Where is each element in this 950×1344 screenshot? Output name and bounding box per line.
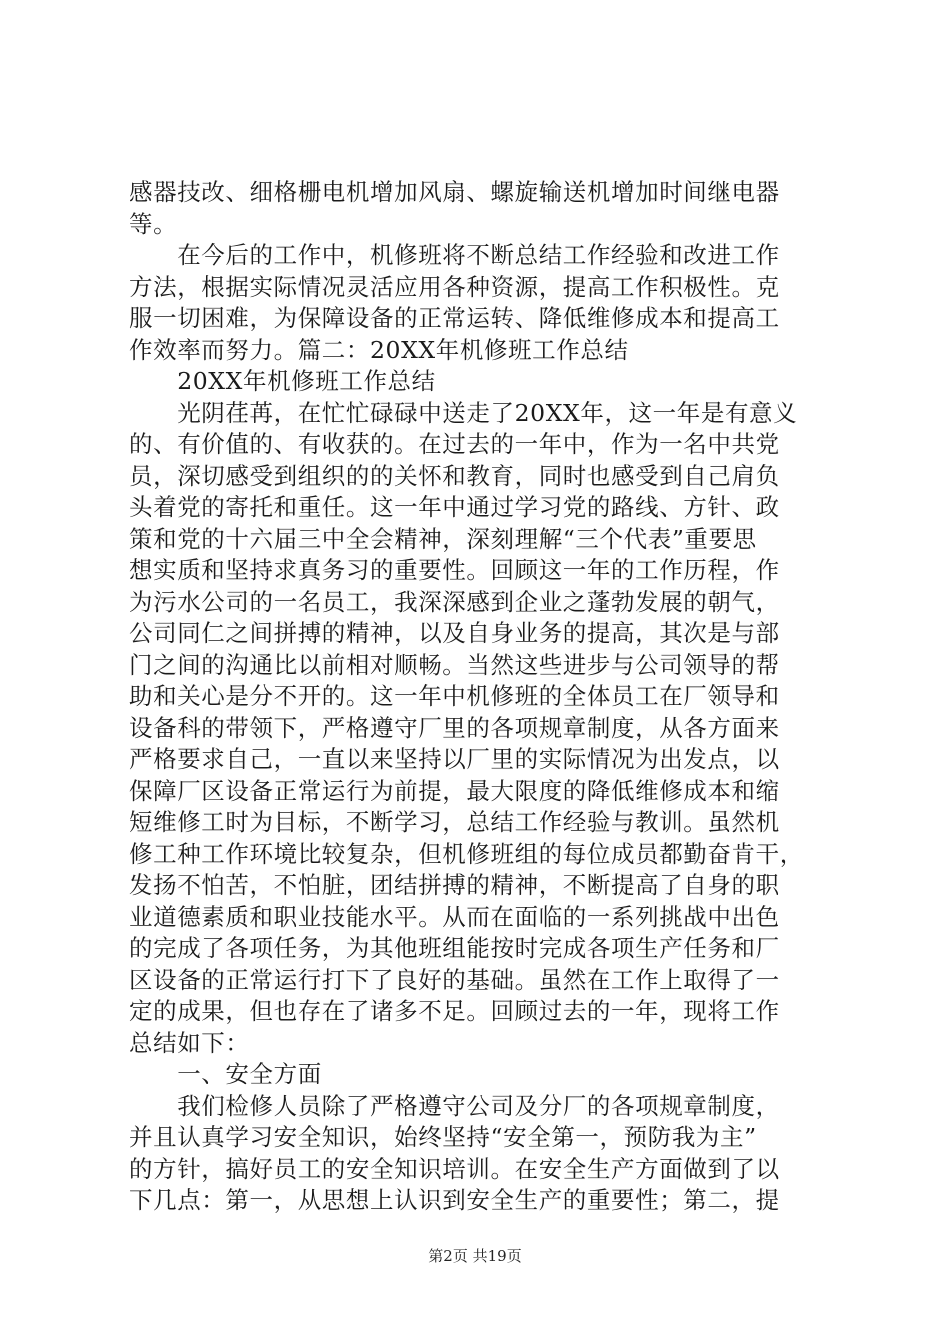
text-line: 等。 [129, 209, 178, 238]
page-footer: 第2页 共19页 [428, 1247, 522, 1265]
text-line: 我们检修人员除了严格遵守公司及分厂的各项规章制度， [129, 1091, 780, 1120]
text-line: 区设备的正常运行打下了良好的基础。虽然在工作上取得了一 [129, 965, 780, 994]
text-line: 20XX年机修班工作总结 [129, 367, 436, 395]
text-line: 作效率而努力。篇二：20XX年机修班工作总结 [129, 335, 629, 364]
text-line: 服一切困难，为保障设备的正常运转、降低维修成本和提高工 [129, 304, 780, 332]
text-line: 光阴荏苒，在忙忙碌碌中送走了20XX年，这一年是有意义 [129, 398, 798, 427]
text-line: 员，深切感受到组织的的关怀和教育，同时也感受到自己肩负 [129, 461, 780, 490]
text-line: 感器技改、细格栅电机增加风扇、螺旋输送机增加时间继电器 [129, 178, 780, 206]
text-line: 发扬不怕苦，不怕脏，团结拼搏的精神，不断提高了自身的职 [129, 871, 780, 899]
text-line: 公司同仁之间拼搏的精神，以及自身业务的提高，其次是与部 [129, 619, 780, 647]
text-line: 助和关心是分不开的。这一年中机修班的全体员工在厂领导和 [129, 682, 780, 710]
text-line: 下几点：第一，从思想上认识到安全生产的重要性；第二，提 [129, 1186, 780, 1214]
text-line: 定的成果，但也存在了诸多不足。回顾过去的一年，现将工作 [129, 997, 780, 1025]
text-line: 一、安全方面 [129, 1060, 322, 1088]
text-line: 门之间的沟通比以前相对顺畅。当然这些进步与公司领导的帮 [129, 650, 780, 679]
text-line: 策和党的十六届三中全会精神，深刻理解“三个代表”重要思 [129, 524, 757, 553]
text-line: 头着党的寄托和重任。这一年中通过学习党的路线、方针、政 [129, 493, 780, 521]
text-line: 想实质和坚持求真务习的重要性。回顾这一年的工作历程，作 [129, 556, 780, 584]
text-line: 的完成了各项任务，为其他班组能按时完成各项生产任务和厂 [129, 934, 780, 962]
text-line: 在今后的工作中，机修班将不断总结工作经验和改进工作 [129, 241, 780, 269]
text-line: 短维修工时为目标，不断学习，总结工作经验与教训。虽然机 [129, 808, 780, 836]
text-line: 的方针，搞好员工的安全知识培训。在安全生产方面做到了以 [129, 1154, 780, 1183]
document-body [129, 177, 839, 1217]
text-line: 保障厂区设备正常运行为前提，最大限度的降低维修成本和缩 [129, 776, 780, 805]
text-line: 总结如下： [129, 1028, 250, 1057]
text-line: 的、有价值的、有收获的。在过去的一年中，作为一名中共党 [129, 430, 780, 458]
text-line: 并且认真学习安全知识，始终坚持“安全第一，预防我为主” [129, 1123, 757, 1151]
text-line: 方法，根据实际情况灵活应用各种资源，提高工作积极性。克 [129, 272, 780, 301]
text-line: 修工种工作环境比较复杂，但机修班组的每位成员都勤奋肯干， [129, 839, 804, 868]
text-line: 业道德素质和职业技能水平。从而在面临的一系列挑战中出色 [129, 902, 780, 931]
text-line: 严格要求自己，一直以来坚持以厂里的实际情况为出发点，以 [129, 745, 780, 773]
text-line: 设备科的带领下，严格遵守厂里的各项规章制度，从各方面来 [129, 713, 780, 742]
text-line: 为污水公司的一名员工，我深深感到企业之蓬勃发展的朝气， [129, 587, 780, 616]
